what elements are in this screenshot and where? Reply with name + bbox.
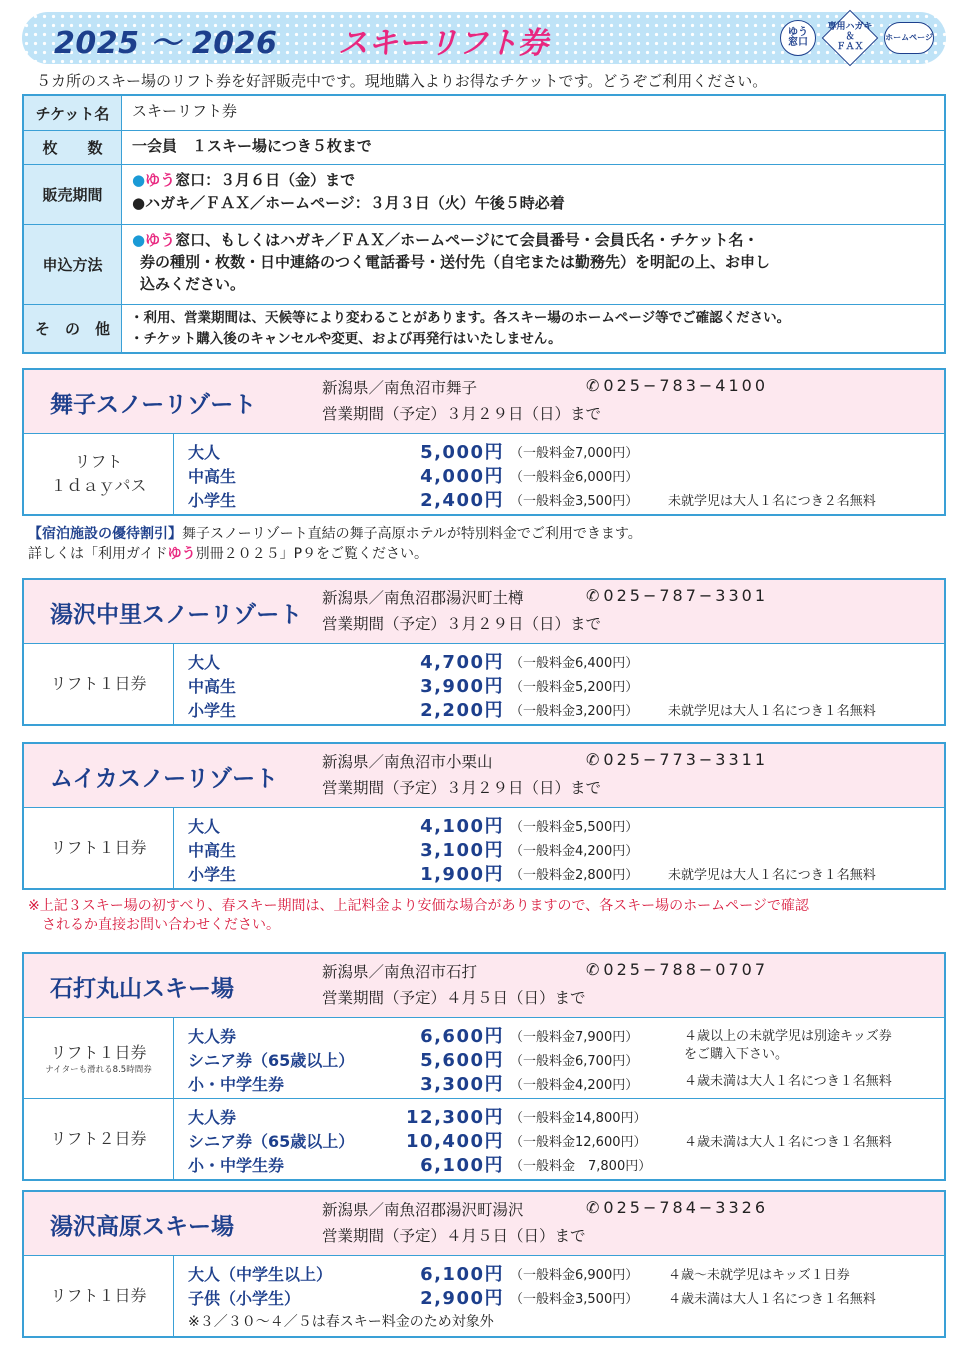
resort-address: 新潟県／南魚沼郡湯沢町土樽 [322, 589, 524, 607]
info-table [22, 94, 946, 354]
resort-address: 新潟県／南魚沼市舞子 [322, 379, 478, 397]
yu-logo: ゆう [145, 171, 176, 189]
info-label: 枚 数 [24, 131, 122, 164]
resort-phone: ✆ 025−773−3311 [586, 750, 769, 769]
price-rows [174, 808, 944, 888]
resort-address: 新潟県／南魚沼郡湯沢町湯沢 [322, 1201, 524, 1219]
price-row: 大人券 12,300円 （一般料金14,800円） [188, 1107, 647, 1128]
postcard-fax-badge: 専用ハガキ ＆ ＦＡＸ [818, 16, 882, 60]
resort-period: 営業期間（予定）３月２９日（日）まで [322, 405, 602, 423]
resort-header [24, 370, 944, 434]
resort-phone: ✆ 025−787−3301 [586, 586, 769, 605]
price-section-day1 [24, 1018, 944, 1098]
early-spring-note-1: ※上記３スキー場の初すべり、春スキー期間は、上記料金より安価な場合がありますので、各スキー場のホームページで確認 [28, 898, 809, 914]
title-years: 2025 ～ 2026 [54, 26, 278, 61]
maiko-guide-note: 詳しくは「利用ガイドゆう別冊２０２５」P９をご覧ください。 [28, 546, 429, 562]
info-row-other [24, 304, 944, 352]
resort-header [24, 580, 944, 644]
price-row: 中高生 3,100円 （一般料金4,200円） [188, 840, 639, 861]
resort-name: 石打丸山スキー場 [50, 976, 234, 1002]
price-row: ※３／３０〜４／５は春スキー料金のため対象外 [188, 1314, 494, 1330]
price-section [24, 808, 944, 888]
ticket-type-label: リフト １ｄａｙパス [24, 434, 174, 514]
price-row: 中高生 3,900円 （一般料金5,200円） [188, 676, 639, 697]
yu-logo: ゆう [167, 546, 196, 562]
price-row: 大人（中学生以上） 6,100円 （一般料金6,900円） ４歳〜未就学児はキッズ１日券 [188, 1264, 850, 1285]
price-section-day2 [24, 1098, 944, 1179]
info-value: 一会員 １スキー場につき５枚まで [132, 137, 372, 155]
resort-address: 新潟県／南魚沼市小栗山 [322, 753, 493, 771]
info-row-period [24, 164, 944, 224]
price-rows [174, 1018, 944, 1098]
price-section [24, 434, 944, 514]
info-value: ●ゆう窓口：３月６日（金）まで ●ハガキ／ＦＡＸ／ホームページ：３月３日（火）午後５時必着 [132, 171, 565, 212]
phone-icon: ✆ [586, 376, 600, 395]
intro-text: ５カ所のスキー場のリフト券を好評販売中です。現地購入よりお得なチケットです。どうぞご利用ください。 [36, 72, 768, 90]
resort-muika [22, 742, 946, 890]
title-ski-lift-ticket: スキーリフト券 [338, 26, 548, 61]
homepage-badge: ホームページ [884, 22, 934, 54]
resort-phone: ✆ 025−783−4100 [586, 376, 769, 395]
price-section [24, 644, 944, 724]
price-row: 子供（小学生） 2,900円 （一般料金3,500円） ４歳未満は大人１名につき１名無料 [188, 1288, 876, 1309]
resort-phone: ✆ 025−784−3326 [586, 1198, 769, 1217]
maiko-hotel-note: 【宿泊施設の優待割引】舞子スノーリゾート直結の舞子高原ホテルが特別料金でご利用できます。 [28, 526, 642, 542]
info-row-count [24, 130, 944, 164]
resort-ishiuchi [22, 952, 946, 1181]
info-value: ・利用、営業期間は、天候等により変わることがあります。各スキー場のホームページ等でご確認ください。 ・チケット購入後のキャンセルや変更、および再発行はいたしません。 [130, 310, 791, 347]
yu-window-badge: ゆう 窓口 [780, 20, 816, 56]
resort-header [24, 1192, 944, 1256]
resort-period: 営業期間（予定）３月２９日（日）まで [322, 779, 602, 797]
price-row: 大人 4,700円 （一般料金6,400円） [188, 652, 639, 673]
resort-name: 湯沢高原スキー場 [50, 1214, 234, 1240]
resort-yuzawa-kogen [22, 1190, 946, 1338]
price-rows [174, 1256, 944, 1336]
kids-note: ４歳以上の未就学児は別途キッズ券 [684, 1029, 892, 1044]
resort-period: 営業期間（予定）４月５日（日）まで [322, 989, 586, 1007]
early-spring-note-2: されるか直接お問い合わせください。 [28, 917, 280, 933]
resort-phone: ✆ 025−788−0707 [586, 960, 769, 979]
price-row: 小・中学生券 3,300円 （一般料金4,200円） [188, 1074, 639, 1095]
info-label: チケット名 [24, 96, 122, 130]
phone-icon: ✆ [586, 960, 600, 979]
resort-address: 新潟県／南魚沼市石打 [322, 963, 478, 981]
price-row: 小学生 2,200円 （一般料金3,200円） 未就学児は大人１名につき１名無料 [188, 700, 876, 721]
price-row: シニア券（65歳以上） 5,600円 （一般料金6,700円） [188, 1050, 639, 1071]
info-row-ticket [24, 96, 944, 130]
header-banner [22, 12, 946, 64]
resort-maiko [22, 368, 946, 516]
resort-name: 舞子スノーリゾート [50, 392, 257, 418]
price-rows [174, 644, 944, 724]
phone-icon: ✆ [586, 586, 600, 605]
price-row: 小学生 1,900円 （一般料金2,800円） 未就学児は大人１名につき１名無料 [188, 864, 876, 885]
kids-note: ４歳未満は大人１名につき１名無料 [684, 1074, 892, 1089]
info-label: 販売期間 [24, 165, 122, 224]
price-row: 大人 4,100円 （一般料金5,500円） [188, 816, 639, 837]
price-row: 小学生 2,400円 （一般料金3,500円） 未就学児は大人１名につき２名無料 [188, 490, 876, 511]
resort-name: ムイカスノーリゾート [50, 766, 279, 792]
ticket-type-label: リフト１日券 [24, 1256, 174, 1336]
info-value: スキーリフト券 [132, 102, 238, 120]
ticket-type-label: リフト１日券 ナイターも滑れる8.5時間券 [24, 1018, 174, 1098]
price-rows [174, 434, 944, 514]
ticket-type-label: リフト１日券 [24, 644, 174, 724]
info-value: ●ゆう窓口、もしくはハガキ／ＦＡＸ／ホームページにて会員番号・会員氏名・チケット名・ 券の種別・枚数・日中連絡のつく電話番号・送付先（自宅または勤務先）を明記の上、お申し 込みください。 [132, 231, 771, 293]
price-row: 大人 5,000円 （一般料金7,000円） [188, 442, 639, 463]
info-label: 申込方法 [24, 225, 122, 304]
phone-icon: ✆ [586, 1198, 600, 1217]
info-label: そ の 他 [24, 305, 122, 352]
resort-header [24, 744, 944, 808]
resort-period: 営業期間（予定）４月５日（日）まで [322, 1227, 586, 1245]
yu-logo: ゆう [145, 231, 176, 249]
ticket-type-label: リフト２日券 [24, 1099, 174, 1179]
price-section [24, 1256, 944, 1336]
ticket-type-label: リフト１日券 [24, 808, 174, 888]
resort-nakazato [22, 578, 946, 726]
resort-header [24, 954, 944, 1018]
kids-note: をご購入下さい。 [684, 1047, 789, 1062]
phone-icon: ✆ [586, 750, 600, 769]
resort-period: 営業期間（予定）３月２９日（日）まで [322, 615, 602, 633]
price-row: 中高生 4,000円 （一般料金6,000円） [188, 466, 639, 487]
price-row: シニア券（65歳以上） 10,400円 （一般料金12,600円） ４歳未満は大人１名につき１名無料 [188, 1131, 892, 1152]
price-row: 大人券 6,600円 （一般料金7,900円） [188, 1026, 639, 1047]
price-row: 小・中学生券 6,100円 （一般料金 7,800円） [188, 1155, 652, 1176]
price-rows [174, 1099, 944, 1179]
info-row-apply [24, 224, 944, 304]
resort-name: 湯沢中里スノーリゾート [50, 602, 303, 628]
